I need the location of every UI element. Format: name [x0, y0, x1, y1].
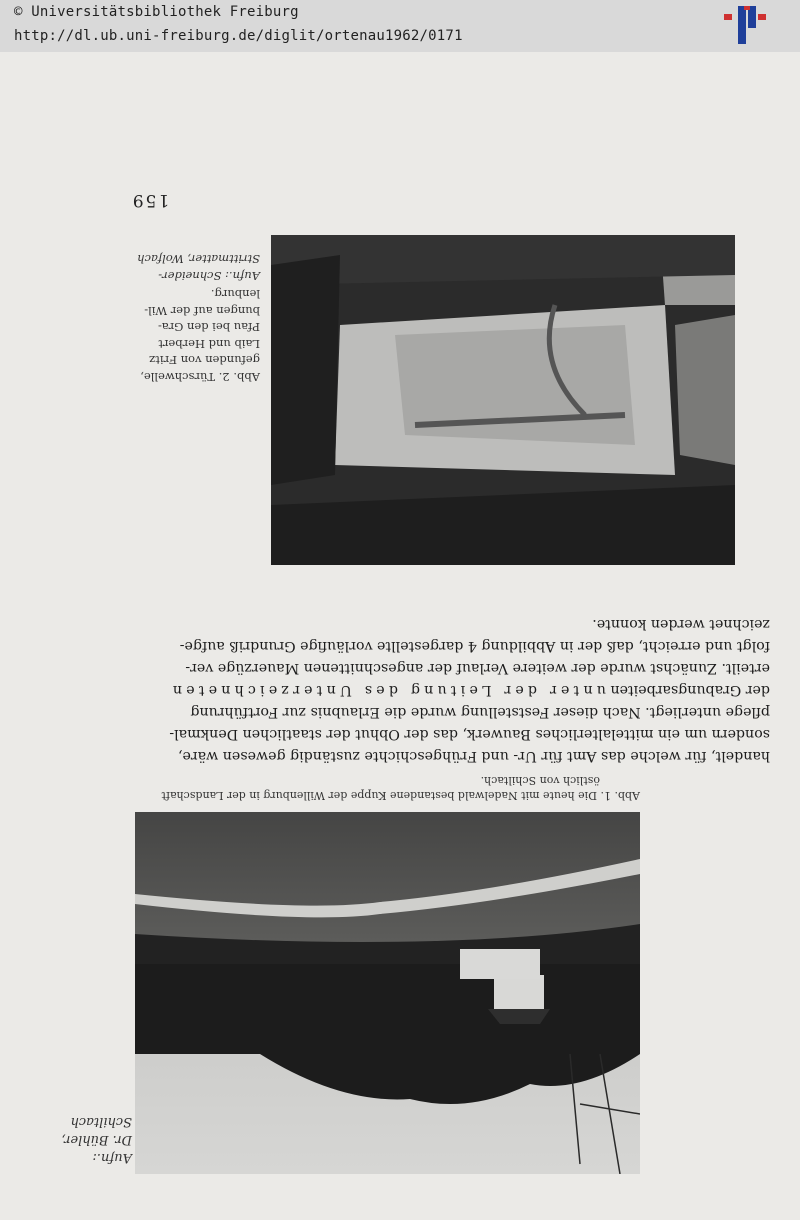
copyright-text: © Universitätsbibliothek Freiburg	[14, 4, 299, 20]
willenburg-landscape-photo	[135, 812, 640, 1174]
permalink-url[interactable]: http://dl.ub.uni-freiburg.de/diglit/ortenau1962/0171	[14, 28, 463, 44]
photo2-credit: Aufn.: Schneider- Strittmatter, Wolfach	[137, 252, 260, 283]
body-paragraph: handelt, für welche das Amt für Ur- und Frühgeschichte zuständig gewesen wäre, sondern um ein mittelalterliches Bauwerk, das der Obhut der staatlichen Denkmal- pflege unterliegt. Nach dieser Feststellung wurde die Erlaubnis zur Fortführung der Grabungsarbeiten unter der Leitung des Unterzeichneten erteilt. Zunächst wurde der weitere Verlauf der angeschnittenen Mauerzüge ver- folgt und erreicht, daß der in Abbildung 4 dargestellte vorläufige Grundriß aufge- zeichnet werden konnte.	[168, 616, 770, 764]
photo2-caption: Abb. 2. Türschwelle, gefunden von Fritz Laib und Herbert Pfau bei den Gra- bungen auf der Wil- lenburg. Aufn.: Schneider- Strittmatter, Wolfach	[122, 251, 260, 385]
threshold-stone-photo	[271, 235, 735, 565]
university-library-logo-icon	[724, 6, 764, 46]
photo1-caption: Abb. 1. Die heute mit Nadelwald bestandene Kuppe der Willenburg in der Landschaft östlich von Schiltach.	[161, 774, 640, 802]
photo1-credit: Aufn.: Dr. Bühler, Schiltach	[61, 1114, 132, 1165]
library-banner	[0, 0, 800, 53]
scanned-page	[0, 52, 800, 1220]
page-number: 159	[130, 190, 170, 210]
